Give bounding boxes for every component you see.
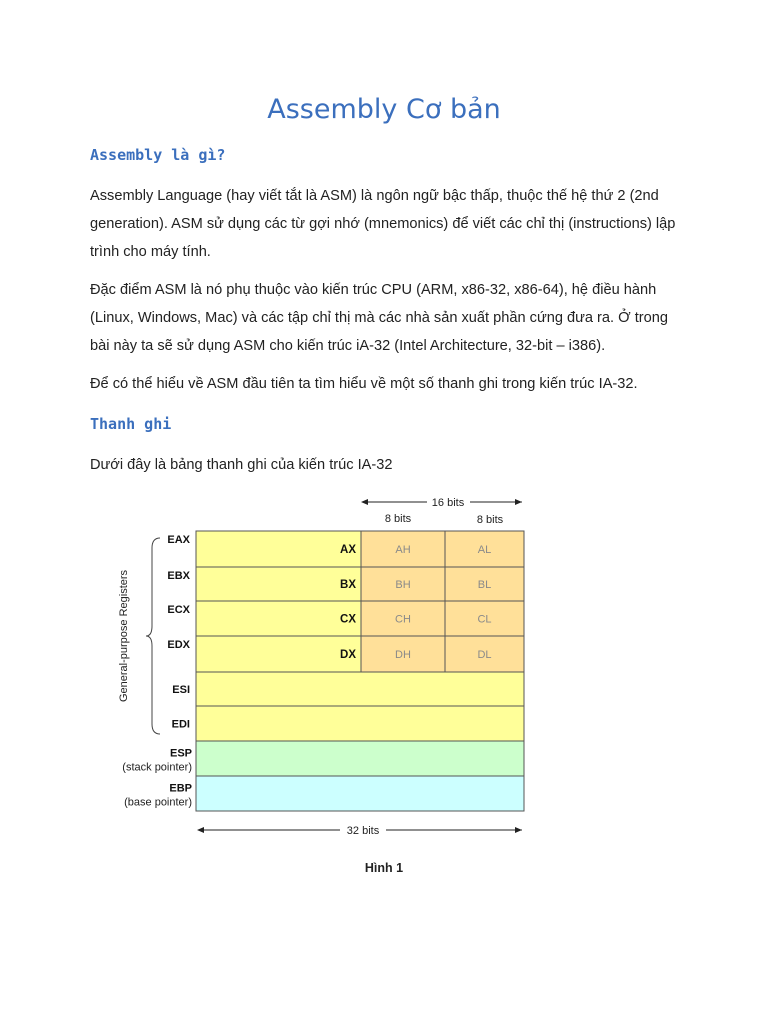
register-row-ebp (196, 776, 524, 811)
register-desc-esp: (stack pointer) (122, 761, 192, 774)
paragraph-registers-intro: Để có thể hiểu về ASM đầu tiên ta tìm hiểu về một số thanh ghi trong kiến trúc IA-32. (90, 376, 638, 392)
label-32-bits: 32 bits (346, 825, 380, 837)
register-name-edi: EDI (171, 718, 190, 731)
section-heading-assembly: Assembly là gì? (90, 146, 226, 164)
label-cx: CX (340, 613, 356, 626)
label-8-bits-low: 8 bits (476, 514, 504, 526)
label-dl: DL (477, 649, 492, 661)
label-dx: DX (340, 649, 356, 661)
page-title: Assembly Cơ bản (267, 94, 501, 125)
label-bl: BL (477, 579, 492, 591)
register-row-edi (196, 706, 524, 741)
section-heading-registers: Thanh ghi (90, 415, 172, 433)
label-ax: AX (340, 544, 356, 556)
label-8-bits-high: 8 bits (384, 513, 412, 525)
label-ah: AH (395, 544, 411, 556)
register-desc-ebp: (base pointer) (124, 796, 192, 809)
register-name-esp: ESP (169, 747, 192, 760)
register-name-ebp: EBP (169, 782, 192, 795)
label-dh: DH (395, 649, 411, 661)
paragraph-characteristics: Đặc điểm ASM là nó phụ thuộc vào kiến trúc CPU (ARM, x86-32, x86-64), hệ điều hành (Linux, Windows, Mac) và các tập chỉ thị mà các nhà sản xuất phần cứng đưa ra. Ở trong bài này ta sẽ sử dụng ASM cho kiến trúc iA-32 (Intel Architecture, 32-bit – i386). (90, 282, 668, 354)
register-name-eax: EAX (167, 534, 190, 546)
register-row-esi (196, 672, 524, 706)
label-bx: BX (340, 579, 356, 591)
label-general-purpose: General-purpose Registers (118, 569, 130, 703)
label-ch: CH (395, 613, 411, 626)
label-al: AL (477, 544, 492, 556)
register-name-ebx: EBX (167, 570, 190, 582)
paragraph-intro: Assembly Language (hay viết tắt là ASM) là ngôn ngữ bậc thấp, thuộc thế hệ thứ 2 (2nd generation). ASM sử dụng các từ gợi nhớ (mnemonics) để viết các chỉ thị (instructions) lập trình cho máy tính. (90, 188, 676, 260)
brace-general-purpose (146, 538, 160, 734)
figure-caption: Hình 1 (364, 861, 404, 875)
paragraph-register-table: Dưới đây là bảng thanh ghi của kiến trúc IA-32 (90, 457, 393, 473)
label-bh: BH (395, 579, 411, 591)
register-name-esi: ESI (172, 684, 190, 696)
register-diagram (100, 490, 540, 850)
label-cl: CL (477, 613, 492, 626)
label-16-bits: 16 bits (431, 497, 465, 509)
register-name-edx: EDX (167, 639, 190, 651)
register-row-esp (196, 741, 524, 776)
register-name-ecx: ECX (167, 604, 190, 616)
